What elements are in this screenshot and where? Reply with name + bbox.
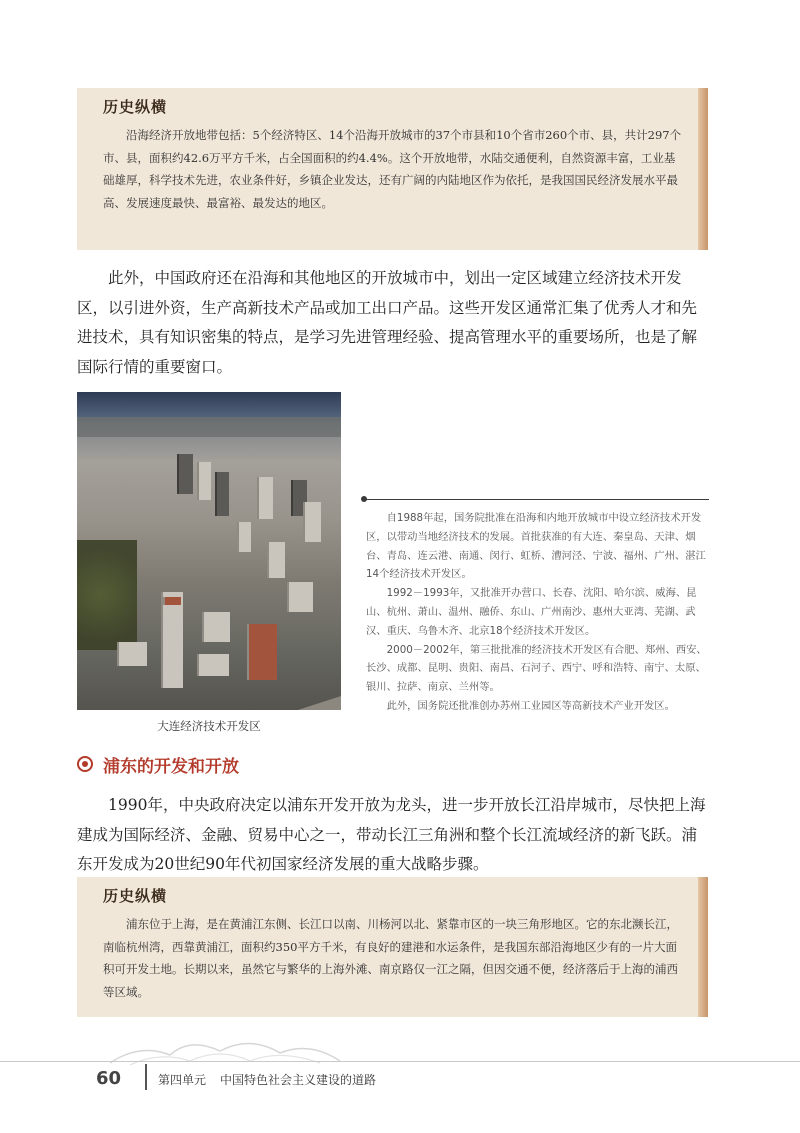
note-paragraph: 2000－2002年，第三批批准的经济技术开发区有合肥、郑州、西安、长沙、成都、昆明、贵阳、南昌、石河子、西宁、呼和浩特、南宁、太原、银川、拉萨、南京、兰州等。 — [366, 643, 707, 694]
history-box-1 — [77, 88, 708, 250]
box-title: 历史纵横 — [103, 887, 168, 905]
note-divider — [366, 499, 709, 500]
footer-rule — [0, 1061, 800, 1062]
history-box-2 — [77, 877, 708, 1017]
dalian-photo — [77, 392, 341, 710]
unit-title: 中国特色社会主义建设的道路 — [220, 1073, 377, 1087]
paragraph-text: 此外，中国政府还在沿海和其他地区的开放城市中，划出一定区域建立经济技术开发区，以引进外资，生产高新技术产品或加工出口产品。这些开发区通常汇集了优秀人才和先进技术，具有知识密集的特点，是学习先进管理经验、提高管理水平的重要场所，也是了解国际行情的重要窗口。 — [77, 269, 698, 376]
section-heading — [77, 751, 239, 777]
photo-caption: 大连经济技术开发区 — [157, 719, 261, 733]
page-number: 60 — [96, 1068, 122, 1089]
side-note — [366, 509, 709, 716]
box-text — [103, 913, 686, 1003]
unit-label: 第四单元 — [158, 1073, 207, 1087]
body-paragraph-2 — [77, 791, 708, 880]
chapter-title — [158, 1071, 376, 1088]
paragraph-text: 1990年，中央政府决定以浦东开发开放为龙头，进一步开放长江沿岸城市，尽快把上海建成为国际经济、金融、贸易中心之一，带动长江三角洲和整个长江流域经济的新飞跃。浦东开发成为20世纪90年代初国家经济发展的重大战略步骤。 — [77, 796, 706, 873]
box-text — [103, 124, 686, 214]
box-paragraph: 浦东位于上海，是在黄浦江东侧、长江口以南、川杨河以北、紧靠市区的一块三角形地区。它的东北濒长江，南临杭州湾，西靠黄浦江，面积约350平方千米，有良好的建港和水运条件，是我国东部沿海地区少有的一片大面积可开发土地。长期以来，虽然它与繁华的上海外滩、南京路仅一江之隔，但因交通不便，经济落后于上海的浦西等区域。 — [103, 917, 678, 999]
footer-separator — [145, 1064, 147, 1090]
note-paragraph: 此外，国务院还批准创办苏州工业园区等高新技术产业开发区。 — [386, 699, 675, 712]
note-paragraph: 1992－1993年，又批准开办营口、长春、沈阳、哈尔滨、威海、昆山、杭州、萧山、温州、融侨、东山、广州南沙、惠州大亚湾、芜湖、武汉、重庆、乌鲁木齐、北京18个经济技术开发区。 — [366, 587, 697, 637]
section-title: 浦东的开发和开放 — [103, 756, 239, 777]
box-title: 历史纵横 — [103, 98, 168, 116]
body-paragraph-1 — [77, 264, 708, 382]
note-paragraph: 自1988年起，国务院批准在沿海和内地开放城市中设立经济技术开发区，以带动当地经济技术的发展。首批获准的有大连、秦皇岛、天津、烟台、青岛、连云港、南通、闵行、虹桥、漕河泾、宁波、福州、广州、湛江14个经济技术开发区。 — [366, 512, 706, 581]
box-paragraph: 沿海经济开放地带包括：5个经济特区、14个沿海开放城市的37个市县和10个省市260个市、县，共计297个市、县，面积约42.6万平方千米，占全国面积的约4.4%。这个开放地带，水陆交通便利，自然资源丰富，工业基础雄厚，科学技术先进，农业条件好，乡镇企业发达，还有广阔的内陆地区作为依托，是我国国民经济发展水平最高、发展速度最快、最富裕、最发达的地区。 — [103, 128, 682, 210]
bullet-circle-icon — [77, 756, 93, 772]
